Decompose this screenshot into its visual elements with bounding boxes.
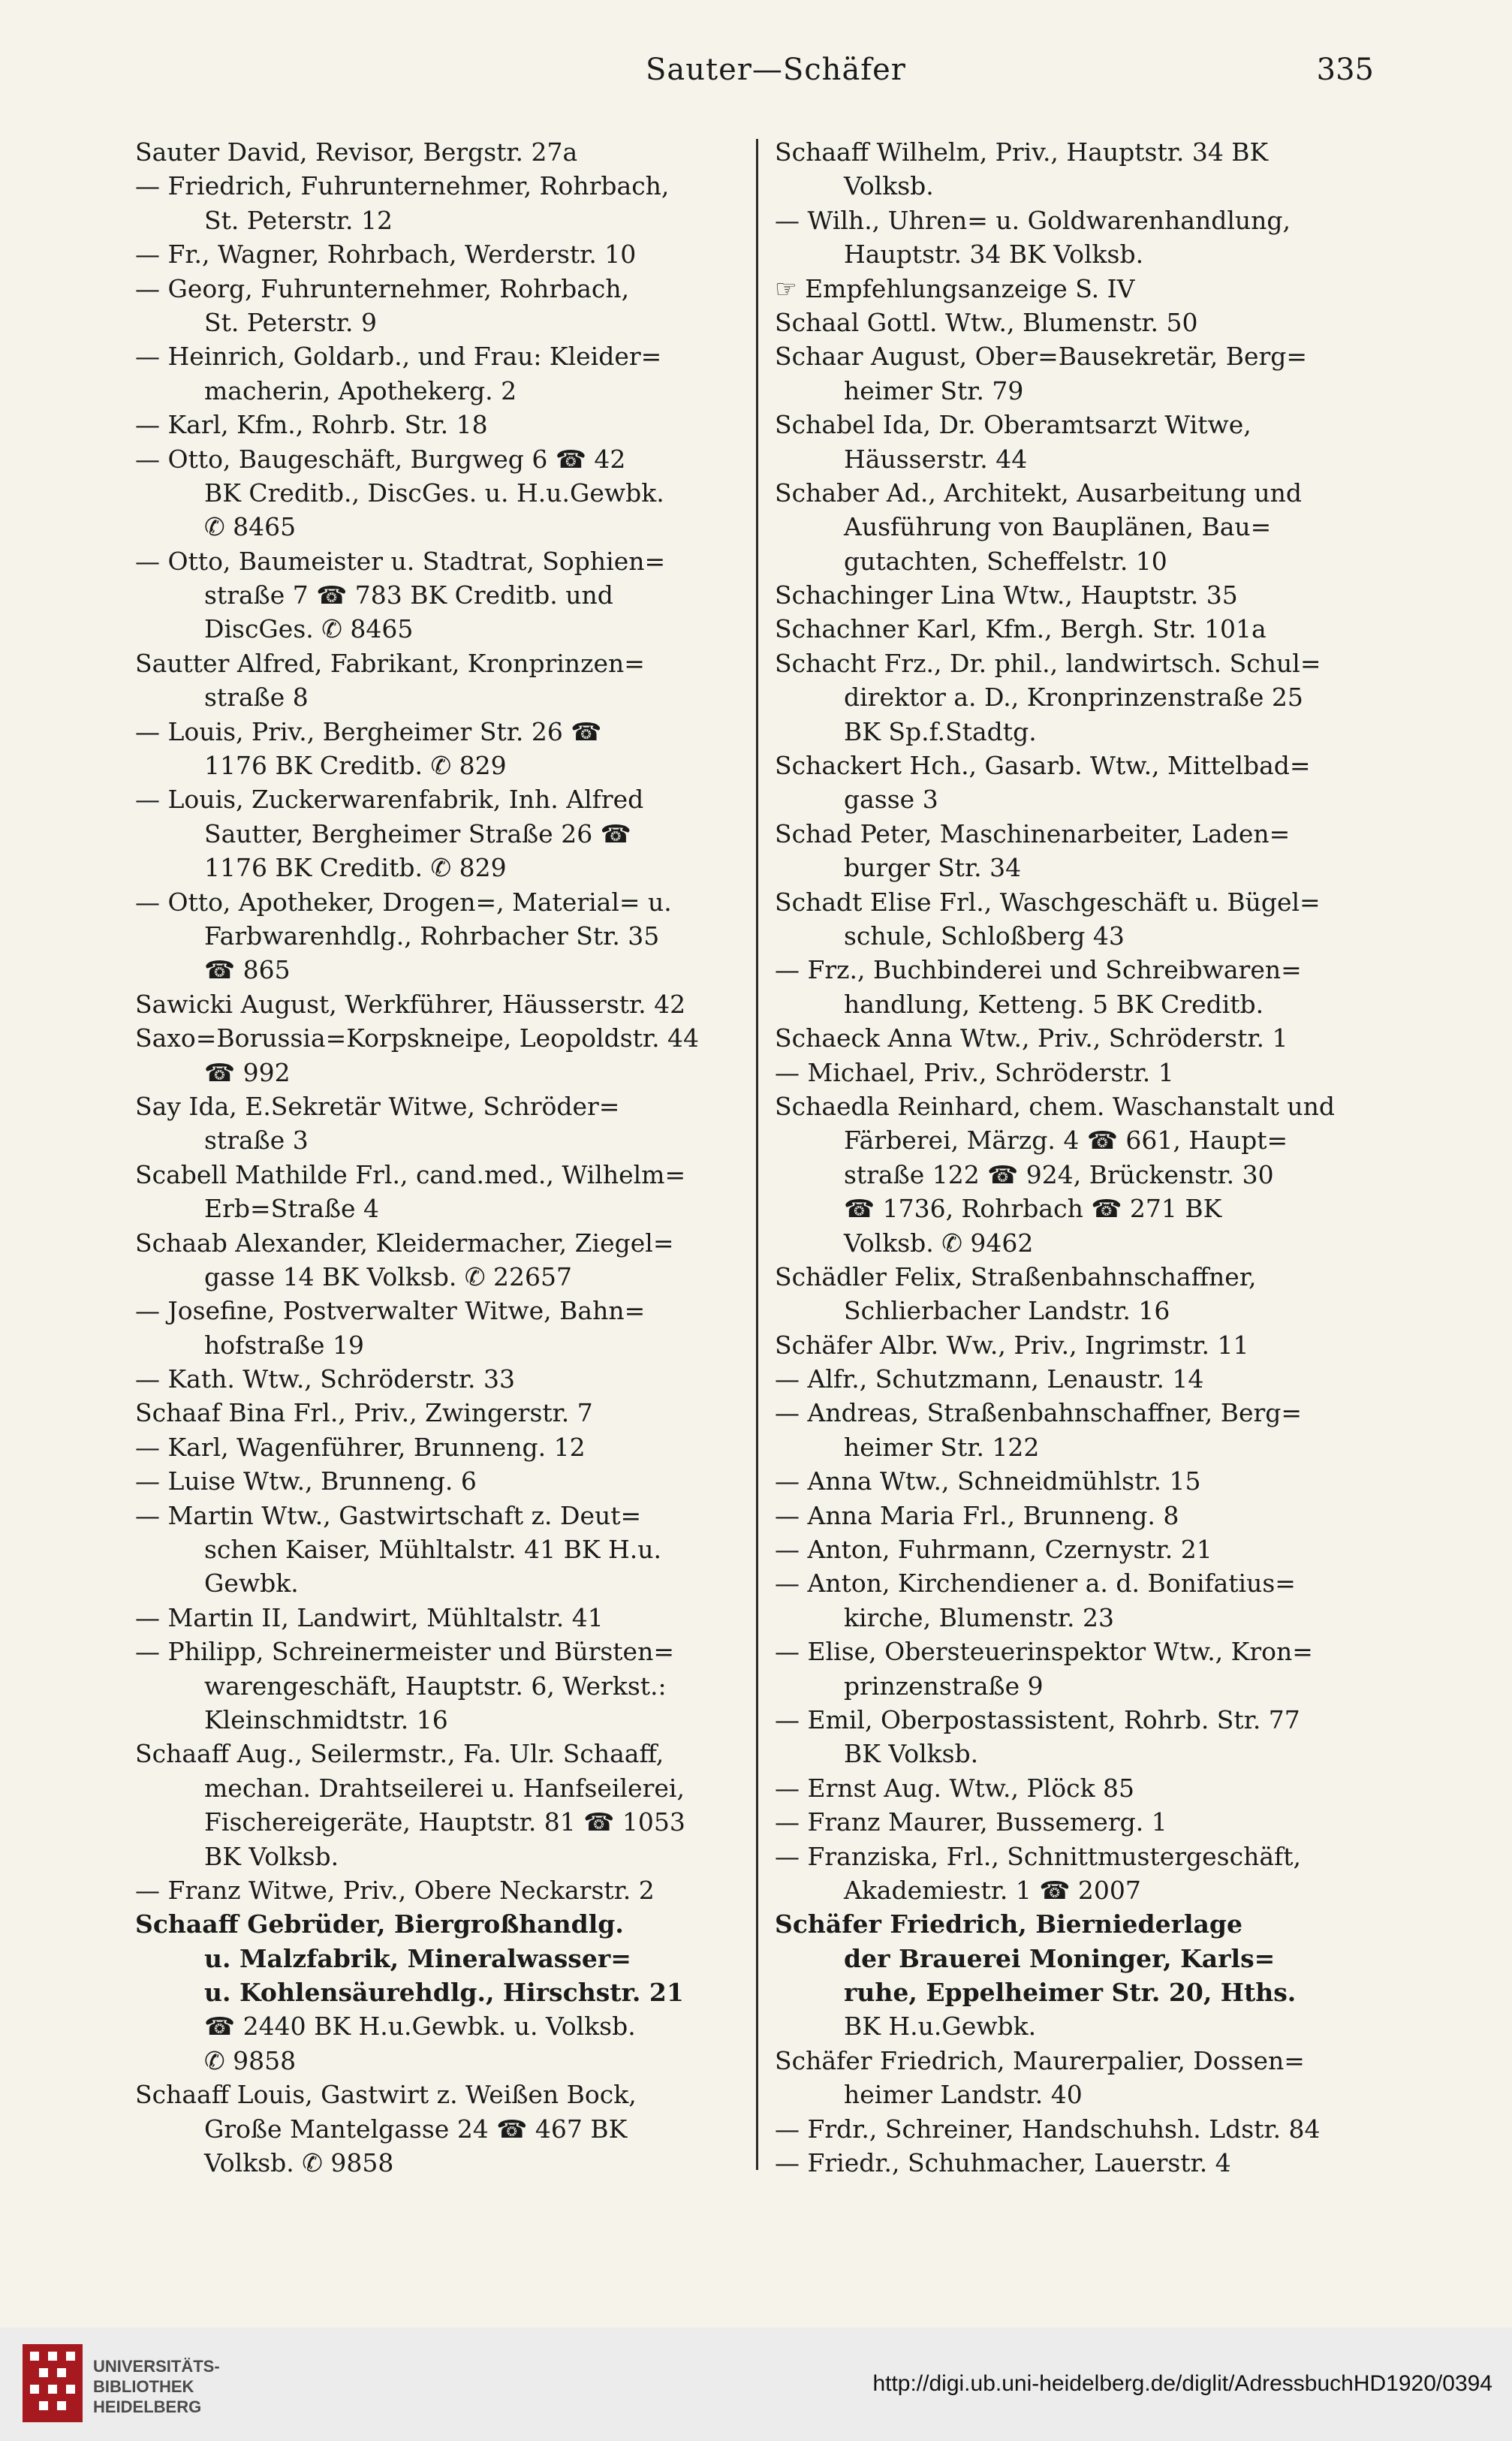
directory-line: Gewbk. — [204, 1569, 299, 1599]
directory-line: — Anton, Fuhrmann, Czernystr. 21 — [775, 1535, 1212, 1565]
directory-line: gasse 14 BK Volksb. ✆ 22657 — [204, 1261, 572, 1291]
directory-line: — Georg, Fuhrunternehmer, Rohrbach, — [135, 273, 630, 303]
directory-line: — Martin Wtw., Gastwirtschaft z. Deut= — [135, 1500, 642, 1530]
directory-line: Kleinschmidtstr. 16 — [204, 1704, 448, 1734]
directory-line: BK H.u.Gewbk. — [844, 2012, 1037, 2042]
running-header — [135, 53, 1374, 98]
directory-line: Sawicki August, Werkführer, Häusserstr. 42 — [135, 989, 686, 1019]
directory-line: Schackert Hch., Gasarb. Wtw., Mittelbad= — [775, 751, 1311, 781]
directory-line: St. Peterstr. 9 — [204, 307, 377, 337]
directory-line: — Kath. Wtw., Schröderstr. 33 — [135, 1364, 516, 1394]
directory-line: warengeschäft, Hauptstr. 6, Werkst.: — [204, 1671, 667, 1701]
directory-line: — Otto, Apotheker, Drogen=, Material= u. — [135, 887, 672, 917]
directory-line: — Emil, Oberpostassistent, Rohrb. Str. 77 — [775, 1704, 1300, 1734]
directory-line: — Frz., Buchbinderei und Schreibwaren= — [775, 955, 1302, 985]
directory-line: ☎ 1736, Rohrbach ☎ 271 BK — [844, 1194, 1222, 1224]
directory-line: — Anton, Kirchendiener a. d. Bonifatius= — [775, 1569, 1296, 1599]
right-column — [775, 135, 1379, 2180]
left-column — [135, 135, 739, 2180]
institution-line: HEIDELBERG — [93, 2397, 202, 2416]
directory-line: Schacht Frz., Dr. phil., landwirtsch. Schul= — [775, 648, 1321, 678]
directory-line: 1176 BK Creditb. ✆ 829 — [204, 751, 507, 781]
directory-line: Schachner Karl, Kfm., Bergh. Str. 101a — [775, 614, 1267, 644]
directory-line: Schaaf Bina Frl., Priv., Zwingerstr. 7 — [135, 1398, 593, 1428]
institution-name — [93, 2356, 220, 2417]
directory-line: ✆ 9858 — [204, 2045, 297, 2075]
directory-line: — Alfr., Schutzmann, Lenaustr. 14 — [775, 1364, 1204, 1394]
directory-line: — Friedr., Schuhmacher, Lauerstr. 4 — [775, 2148, 1231, 2178]
directory-line: Schaar August, Ober=Bausekretär, Berg= — [775, 342, 1308, 372]
directory-line: Schaedla Reinhard, chem. Waschanstalt und — [775, 1091, 1336, 1121]
directory-line: Sautter, Bergheimer Straße 26 ☎ — [204, 818, 631, 848]
directory-line: Erb=Straße 4 — [204, 1194, 380, 1224]
directory-line: Schaaff Gebrüder, Biergroßhandlg. — [135, 1909, 624, 1939]
institution-line: UNIVERSITÄTS- — [93, 2357, 220, 2376]
directory-line: u. Malzfabrik, Mineralwasser= — [204, 1943, 631, 1973]
directory-line: — Anna Wtw., Schneidmühlstr. 15 — [775, 1466, 1201, 1496]
directory-line: — Josefine, Postverwalter Witwe, Bahn= — [135, 1296, 646, 1326]
directory-line: Schädler Felix, Straßenbahnschaffner, — [775, 1261, 1257, 1291]
directory-line: Hauptstr. 34 BK Volksb. — [844, 240, 1144, 270]
page-number: 335 — [1316, 53, 1374, 87]
column-divider — [756, 139, 758, 2170]
directory-line: — Louis, Zuckerwarenfabrik, Inh. Alfred — [135, 785, 644, 815]
directory-line: der Brauerei Moninger, Karls= — [844, 1943, 1276, 1973]
viewer-footer — [0, 2328, 1512, 2441]
directory-line: BK Creditb., DiscGes. u. H.u.Gewbk. — [204, 478, 664, 508]
directory-line: Schaaff Wilhelm, Priv., Hauptstr. 34 BK — [775, 137, 1269, 167]
directory-line: DiscGes. ✆ 8465 — [204, 614, 414, 644]
directory-line: BK Sp.f.Stadtg. — [844, 716, 1037, 746]
directory-line: burger Str. 34 — [844, 853, 1022, 883]
directory-line: Schäfer Friedrich, Bierniederlage — [775, 1909, 1242, 1939]
directory-line: Schadt Elise Frl., Waschgeschäft u. Bügel= — [775, 887, 1321, 917]
directory-line: Schaber Ad., Architekt, Ausarbeitung und — [775, 478, 1302, 508]
institution-line: BIBLIOTHEK — [93, 2377, 194, 2396]
directory-line: hofstraße 19 — [204, 1330, 365, 1360]
directory-line: Schaaff Aug., Seilermstr., Fa. Ulr. Schaaff, — [135, 1739, 664, 1769]
directory-line: Ausführung von Bauplänen, Bau= — [844, 512, 1272, 542]
directory-line: Häusserstr. 44 — [844, 444, 1028, 474]
directory-line: u. Kohlensäurehdlg., Hirschstr. 21 — [204, 1978, 684, 2008]
directory-line: Sauter David, Revisor, Bergstr. 27a — [135, 137, 578, 167]
directory-line: Schaal Gottl. Wtw., Blumenstr. 50 — [775, 307, 1198, 337]
directory-line: gasse 3 — [844, 785, 938, 815]
directory-line: Fischereigeräte, Hauptstr. 81 ☎ 1053 — [204, 1807, 685, 1837]
directory-line: Volksb. ✆ 9858 — [204, 2148, 394, 2178]
directory-line: BK Volksb. — [844, 1739, 979, 1769]
directory-line: Say Ida, E.Sekretär Witwe, Schröder= — [135, 1091, 620, 1121]
directory-line: 1176 BK Creditb. ✆ 829 — [204, 853, 507, 883]
directory-line: — Louis, Priv., Bergheimer Str. 26 ☎ — [135, 716, 602, 746]
directory-line: Volksb. ✆ 9462 — [844, 1228, 1034, 1258]
directory-line: — Anna Maria Frl., Brunneng. 8 — [775, 1500, 1179, 1530]
directory-line: BK Volksb. — [204, 1841, 339, 1871]
directory-line: Sautter Alfred, Fabrikant, Kronprinzen= — [135, 648, 645, 678]
directory-line: — Elise, Obersteuerinspektor Wtw., Kron= — [775, 1637, 1313, 1667]
directory-line: Schlierbacher Landstr. 16 — [844, 1296, 1170, 1326]
directory-line: straße 3 — [204, 1126, 309, 1156]
directory-line: heimer Landstr. 40 — [844, 2080, 1083, 2110]
page-header-title: Sauter—Schäfer — [646, 53, 906, 87]
source-url-link[interactable]: http://digi.ub.uni-heidelberg.de/diglit/AdressbuchHD1920/0394 — [872, 2371, 1492, 2396]
directory-line: — Frdr., Schreiner, Handschuhsh. Ldstr. 84 — [775, 2114, 1321, 2144]
directory-line: — Otto, Baugeschäft, Burgweg 6 ☎ 42 — [135, 444, 626, 474]
directory-line: — Otto, Baumeister u. Stadtrat, Sophien= — [135, 546, 666, 576]
directory-line: straße 122 ☎ 924, Brückenstr. 30 — [844, 1159, 1274, 1189]
directory-line: ✆ 8465 — [204, 512, 297, 542]
directory-line: Schachinger Lina Wtw., Hauptstr. 35 — [775, 580, 1238, 610]
directory-line: — Franz Maurer, Bussemerg. 1 — [775, 1807, 1167, 1837]
directory-line: ☎ 2440 BK H.u.Gewbk. u. Volksb. — [204, 2012, 636, 2042]
directory-line: Färberei, Märzg. 4 ☎ 661, Haupt= — [844, 1126, 1288, 1156]
directory-line: prinzenstraße 9 — [844, 1671, 1044, 1701]
directory-line: direktor a. D., Kronprinzenstraße 25 — [844, 683, 1303, 713]
directory-line: Akademiestr. 1 ☎ 2007 — [844, 1875, 1141, 1905]
directory-line: heimer Str. 79 — [844, 375, 1024, 405]
directory-line: — Heinrich, Goldarb., und Frau: Kleider= — [135, 342, 662, 372]
directory-line: Scabell Mathilde Frl., cand.med., Wilhelm= — [135, 1159, 686, 1189]
directory-line: Schäfer Albr. Ww., Priv., Ingrimstr. 11 — [775, 1330, 1249, 1360]
directory-line: Schäfer Friedrich, Maurerpalier, Dossen= — [775, 2045, 1305, 2075]
directory-line: Schaeck Anna Wtw., Priv., Schröderstr. 1 — [775, 1023, 1288, 1053]
directory-line: — Martin II, Landwirt, Mühltalstr. 41 — [135, 1602, 604, 1632]
directory-line: Schabel Ida, Dr. Oberamtsarzt Witwe, — [775, 410, 1251, 440]
directory-line: — Franziska, Frl., Schnittmustergeschäft, — [775, 1841, 1301, 1871]
directory-line: — Philipp, Schreinermeister und Bürsten= — [135, 1637, 674, 1667]
university-seal-icon — [23, 2344, 83, 2422]
directory-line: heimer Str. 122 — [844, 1432, 1040, 1462]
directory-line: Schaab Alexander, Kleidermacher, Ziegel= — [135, 1228, 674, 1258]
directory-line: ☞ Empfehlungsanzeige S. IV — [775, 273, 1135, 303]
directory-line: ☎ 992 — [204, 1057, 291, 1087]
directory-line: ☎ 865 — [204, 955, 291, 985]
directory-line: handlung, Ketteng. 5 BK Creditb. — [844, 989, 1264, 1019]
directory-line: Große Mantelgasse 24 ☎ 467 BK — [204, 2114, 628, 2144]
directory-line: — Ernst Aug. Wtw., Plöck 85 — [775, 1773, 1135, 1803]
directory-line: straße 7 ☎ 783 BK Creditb. und — [204, 580, 613, 610]
directory-line: — Friedrich, Fuhrunternehmer, Rohrbach, — [135, 171, 670, 201]
directory-line: schen Kaiser, Mühltalstr. 41 BK H.u. — [204, 1535, 661, 1565]
directory-line: — Michael, Priv., Schröderstr. 1 — [775, 1057, 1174, 1087]
directory-line: straße 8 — [204, 683, 309, 713]
directory-line: Saxo=Borussia=Korpskneipe, Leopoldstr. 44 — [135, 1023, 700, 1053]
directory-line: — Karl, Kfm., Rohrb. Str. 18 — [135, 410, 488, 440]
directory-line: mechan. Drahtseilerei u. Hanfseilerei, — [204, 1773, 685, 1803]
directory-line: gutachten, Scheffelstr. 10 — [844, 546, 1167, 576]
directory-line: — Andreas, Straßenbahnschaffner, Berg= — [775, 1398, 1303, 1428]
directory-line: kirche, Blumenstr. 23 — [844, 1602, 1115, 1632]
directory-line: St. Peterstr. 12 — [204, 205, 393, 235]
directory-line: Farbwarenhdlg., Rohrbacher Str. 35 — [204, 921, 660, 951]
directory-line: Schad Peter, Maschinenarbeiter, Laden= — [775, 818, 1291, 848]
directory-line: Schaaff Louis, Gastwirt z. Weißen Bock, — [135, 2080, 637, 2110]
directory-line: — Karl, Wagenführer, Brunneng. 12 — [135, 1432, 586, 1462]
directory-line: — Franz Witwe, Priv., Obere Neckarstr. 2 — [135, 1875, 655, 1905]
directory-line: Volksb. — [844, 171, 934, 201]
directory-line: ruhe, Eppelheimer Str. 20, Hths. — [844, 1978, 1297, 2008]
directory-line: — Fr., Wagner, Rohrbach, Werderstr. 10 — [135, 240, 637, 270]
directory-line: — Wilh., Uhren= u. Goldwarenhandlung, — [775, 205, 1291, 235]
directory-line: — Luise Wtw., Brunneng. 6 — [135, 1466, 477, 1496]
directory-line: macherin, Apothekerg. 2 — [204, 375, 517, 405]
directory-line: schule, Schloßberg 43 — [844, 921, 1125, 951]
